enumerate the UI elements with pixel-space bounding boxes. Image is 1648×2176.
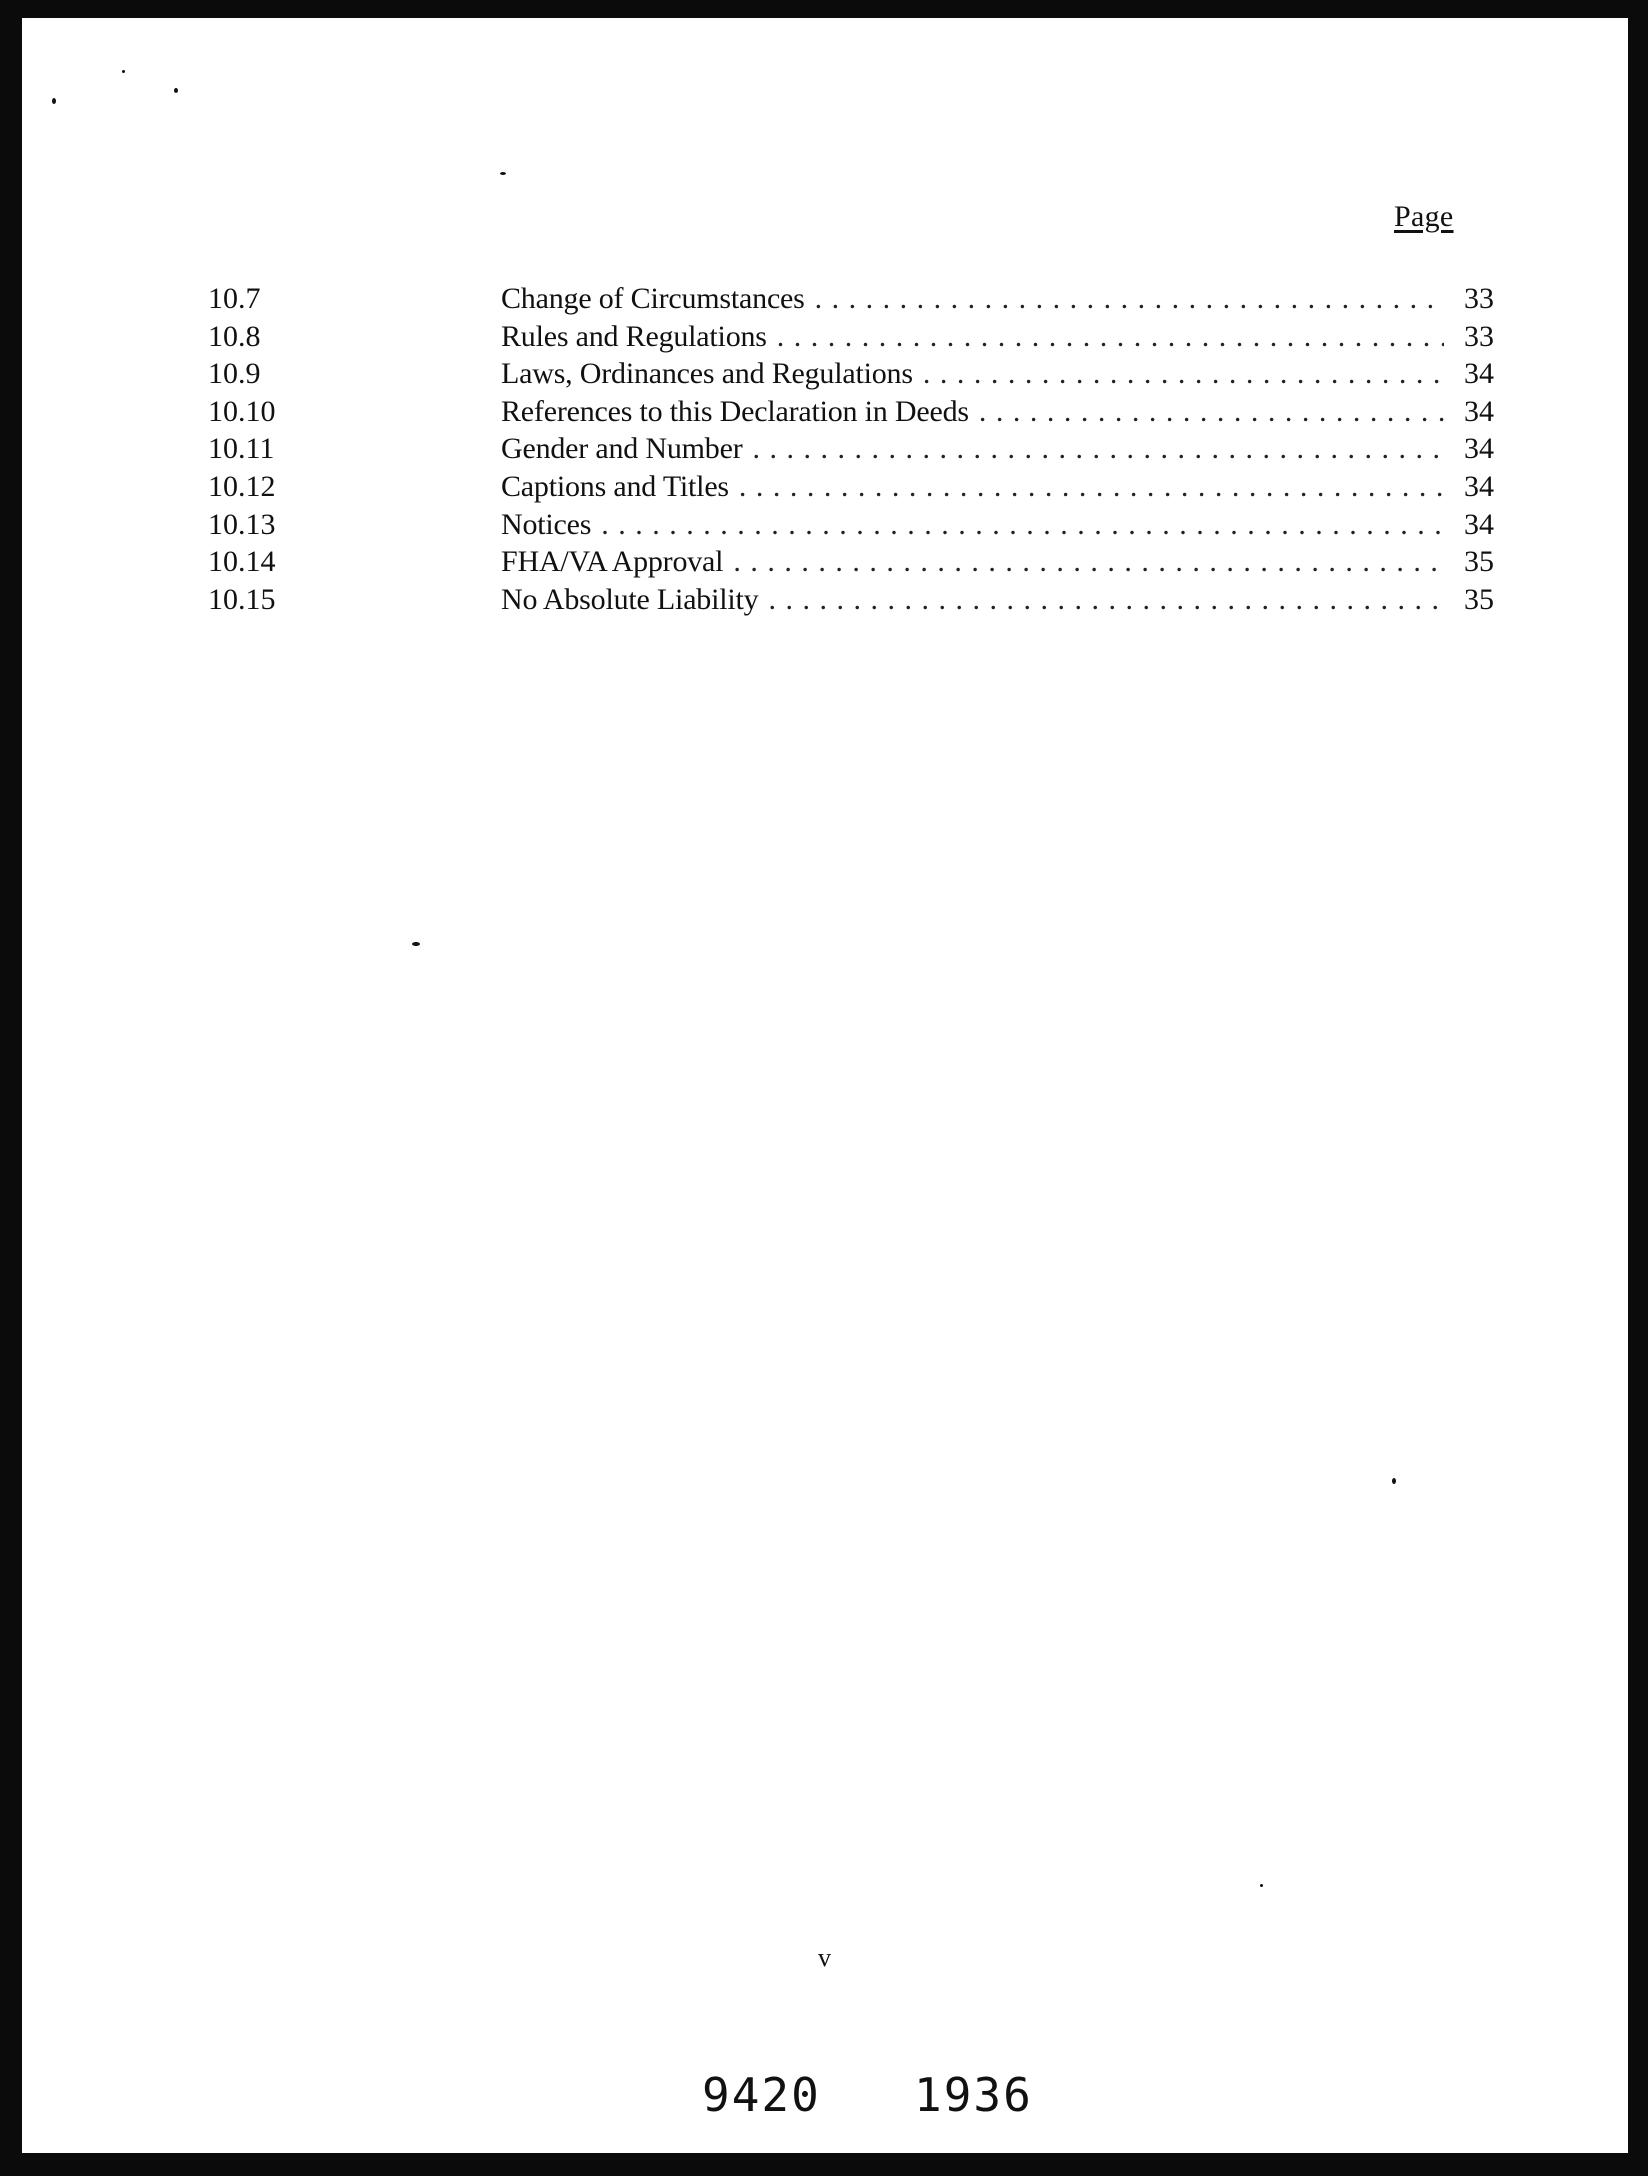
scan-speck xyxy=(1260,1884,1263,1887)
section-number: 10.12 xyxy=(208,469,276,503)
document-sheet xyxy=(22,18,1628,2153)
toc-row xyxy=(208,468,1494,506)
dot-leader xyxy=(768,581,1444,619)
dot-leader xyxy=(753,430,1444,468)
dot-leader xyxy=(733,543,1444,581)
section-title: Rules and Regulations xyxy=(501,319,767,353)
scan-speck xyxy=(174,88,178,93)
toc-row xyxy=(208,280,1494,318)
section-title: No Absolute Liability xyxy=(501,582,759,616)
toc-row xyxy=(208,581,1494,619)
section-page: 33 xyxy=(1464,282,1494,315)
scan-speck xyxy=(500,172,506,175)
scan-speck xyxy=(412,942,420,946)
section-page: 34 xyxy=(1464,469,1494,503)
section-page: 35 xyxy=(1464,545,1494,579)
document-stamp-number: 1936 xyxy=(914,2068,1033,2122)
document-stamp-number: 9420 xyxy=(702,2068,821,2122)
section-page: 34 xyxy=(1464,507,1494,541)
section-page: 34 xyxy=(1464,432,1494,466)
section-page: 34 xyxy=(1464,394,1494,428)
toc-row xyxy=(208,393,1494,431)
section-page: 34 xyxy=(1464,357,1494,391)
section-title: References to this Declaration in Deeds xyxy=(501,394,969,428)
dot-leader xyxy=(777,318,1444,356)
section-number: 10.14 xyxy=(208,545,276,579)
page-number: v xyxy=(818,1943,831,1972)
section-number: 10.7 xyxy=(208,282,261,315)
section-page: 35 xyxy=(1464,582,1494,616)
dot-leader xyxy=(923,355,1444,393)
dot-leader xyxy=(601,506,1444,544)
toc-row xyxy=(208,543,1494,581)
toc-row xyxy=(208,430,1494,468)
section-number: 10.15 xyxy=(208,582,276,616)
section-page: 33 xyxy=(1464,319,1494,353)
dot-leader xyxy=(815,280,1444,318)
toc-row xyxy=(208,506,1494,544)
scan-speck xyxy=(52,98,56,104)
dot-leader xyxy=(979,393,1444,431)
scan-speck xyxy=(122,70,125,73)
page-column-heading: Page xyxy=(1394,200,1454,233)
section-title: Change of Circumstances xyxy=(501,282,805,315)
section-title: Notices xyxy=(501,507,592,541)
toc-row xyxy=(208,355,1494,393)
section-title: Laws, Ordinances and Regulations xyxy=(501,357,913,391)
scan-speck xyxy=(1392,1478,1396,1484)
table-of-contents xyxy=(208,280,1494,618)
section-title: Gender and Number xyxy=(501,432,743,466)
section-title: FHA/VA Approval xyxy=(501,545,724,579)
section-number: 10.13 xyxy=(208,507,276,541)
section-number: 10.11 xyxy=(208,432,275,466)
section-number: 10.10 xyxy=(208,394,276,428)
section-number: 10.8 xyxy=(208,319,261,353)
section-title: Captions and Titles xyxy=(501,469,729,503)
dot-leader xyxy=(739,468,1444,506)
section-number: 10.9 xyxy=(208,357,261,391)
toc-row xyxy=(208,318,1494,356)
